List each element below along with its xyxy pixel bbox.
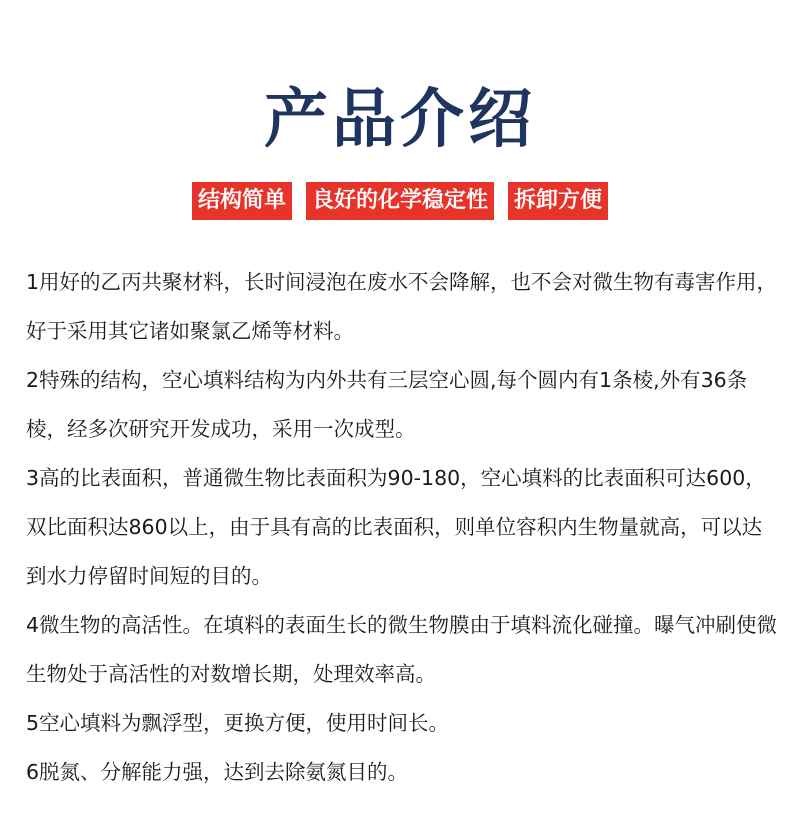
description-paragraph-3: 3高的比表面积，普通微生物比表面积为90-180，空心填料的比表面积可达600，双比面积达860以上，由于具有高的比表面积，则单位容积内生物量就高，可以达到水力停留时间短的目的。 (26, 466, 766, 588)
description-paragraph-2: 2特殊的结构，空心填料结构为内外共有三层空心圆,每个圆内有1条棱,外有36条棱，经多次研究开发成功，采用一次成型。 (26, 368, 748, 441)
feature-tag-chemical-stability: 良好的化学稳定性 (306, 182, 494, 220)
feature-tag-easy-removal: 拆卸方便 (508, 182, 608, 220)
page-title: 产品介绍 (264, 83, 536, 157)
description-body (26, 258, 778, 797)
description-paragraph-5: 5空心填料为飘浮型，更换方便，使用时间长。 (26, 711, 450, 735)
description-paragraph-6: 6脱氮、分解能力强，达到去除氨氮目的。 (26, 760, 409, 784)
feature-tags (0, 182, 800, 220)
description-paragraph-4: 4微生物的高活性。在填料的表面生长的微生物膜由于填料流化碰撞。曝气冲刷使微生物处于高活性的对数增长期，处理效率高。 (26, 613, 778, 686)
feature-tag-simple-structure: 结构简单 (192, 182, 292, 220)
description-paragraph-1: 1用好的乙丙共聚材料，长时间浸泡在废水不会降解，也不会对微生物有毒害作用，好于采用其它诸如聚氯乙烯等材料。 (26, 270, 778, 343)
